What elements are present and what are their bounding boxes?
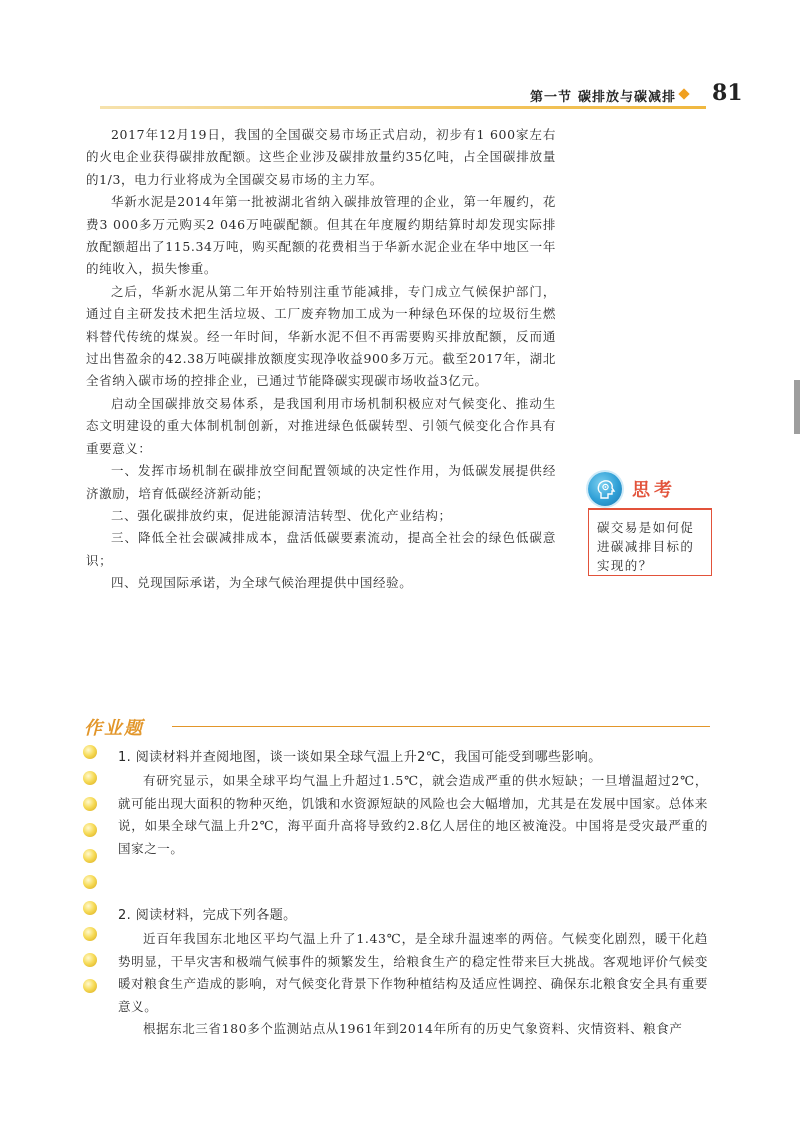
paragraph: 之后，华新水泥从第二年开始特别注重节能减排，专门成立气候保护部门，通过自主研发技术把生活垃圾、工厂废弃物加工成为一种绿色环保的垃圾衍生燃料替代传统的煤炭。经一年时间，华新水泥不但不再需要购买排放配额，反而通过出售盈余的42.38万吨碳排放额度实现净收益900多万元。截至2017年，湖北全省纳入碳市场的控排企业，已通过节能降碳实现碳市场收益3亿元。	[86, 283, 556, 389]
binding-dot	[83, 927, 97, 941]
material-paragraph: 有研究显示，如果全球平均气温上升超过1.5℃，就会造成严重的供水短缺；一旦增温超过2℃，就可能出现大面积的物种灭绝，饥饿和水资源短缺的风险也会大幅增加，尤其是在发展中国家。总体来说，如果全球气温上升2℃，海平面升高将导致约2.8亿人居住的地区被淹没。中国将是受灾最严重的国家之一。	[118, 773, 708, 856]
header-rule	[100, 106, 706, 109]
chapter-section-label: 第一节	[530, 90, 573, 105]
paragraph: 四、兑现国际承诺，为全球气候治理提供中国经验。	[111, 575, 413, 591]
head-gear-icon	[588, 472, 622, 506]
material-paragraph: 根据东北三省180多个监测站点从1961年到2014年所有的历史气象资料、灾情资料、粮食产	[143, 1021, 683, 1037]
binding-dot	[83, 771, 97, 785]
chapter-section-title: 碳排放与碳减排	[578, 90, 677, 105]
paragraph: 2017年12月19日，我国的全国碳交易市场正式启动，初步有1 600家左右的火电企业获得碳排放配额。这些企业涉及碳排放量约35亿吨，占全国碳排放量的1/3，电力行业将成为全国碳交易市场的主力军。	[86, 127, 556, 187]
binding-dot	[83, 979, 97, 993]
diamond-icon	[678, 88, 689, 99]
paragraph: 三、降低全社会碳减排成本，盘活低碳要素流动，提高全社会的绿色低碳意识；	[86, 530, 556, 568]
binding-dot	[83, 745, 97, 759]
paragraph: 华新水泥是2014年第一批被湖北省纳入碳排放管理的企业，第一年履约，花费3 000多万元购买2 046万吨碳配额。但其在年度履约期结算时却发现实际排放配额超出了115.34万吨，购买配额的花费相当于华新水泥企业在华中地区一年的纯收入，损失惨重。	[86, 194, 556, 277]
question-1-prompt: 1. 阅读材料并查阅地图，谈一谈如果全球气温上升2℃，我国可能受到哪些影响。	[118, 750, 602, 765]
question-2-material	[118, 928, 708, 1041]
binding-dots	[83, 745, 97, 1005]
material-paragraph: 近百年我国东北地区平均气温上升了1.43℃，是全球升温速率的两倍。气候变化剧烈，暖干化趋势明显，干旱灾害和极端气候事件的频繁发生，给粮食生产的稳定性带来巨大挑战。客观地评价气候变暖对粮食生产造成的影响，对气候变化背景下作物种植结构及适应性调控、确保东北粮食安全具有重要意义。	[118, 931, 708, 1014]
paragraph: 二、强化碳排放约束，促进能源清洁转型、优化产业结构；	[111, 507, 452, 523]
think-title: 思考	[632, 480, 676, 501]
homework-title: 作业题	[84, 718, 144, 739]
binding-dot	[83, 823, 97, 837]
question-2-prompt: 2. 阅读材料，完成下列各题。	[118, 908, 297, 923]
question-1-material	[118, 770, 708, 860]
binding-dot	[83, 901, 97, 915]
binding-dot	[83, 849, 97, 863]
binding-dot	[83, 797, 97, 811]
side-tab-marker	[794, 380, 800, 434]
main-text	[86, 124, 556, 595]
page-number: 81	[712, 80, 743, 106]
binding-dot	[83, 875, 97, 889]
homework-rule	[172, 726, 710, 727]
paragraph: 一、发挥市场机制在碳排放空间配置领域的决定性作用，为低碳发展提供经济激励，培育低碳经济新动能；	[86, 463, 556, 501]
binding-dot	[83, 953, 97, 967]
paragraph: 启动全国碳排放交易体系，是我国利用市场机制积极应对气候变化、推动生态文明建设的重大体制机制创新，对推进绿色低碳转型、引领气候变化合作具有重要意义：	[86, 395, 556, 456]
think-question: 碳交易是如何促进碳减排目标的实现的？	[588, 510, 712, 576]
